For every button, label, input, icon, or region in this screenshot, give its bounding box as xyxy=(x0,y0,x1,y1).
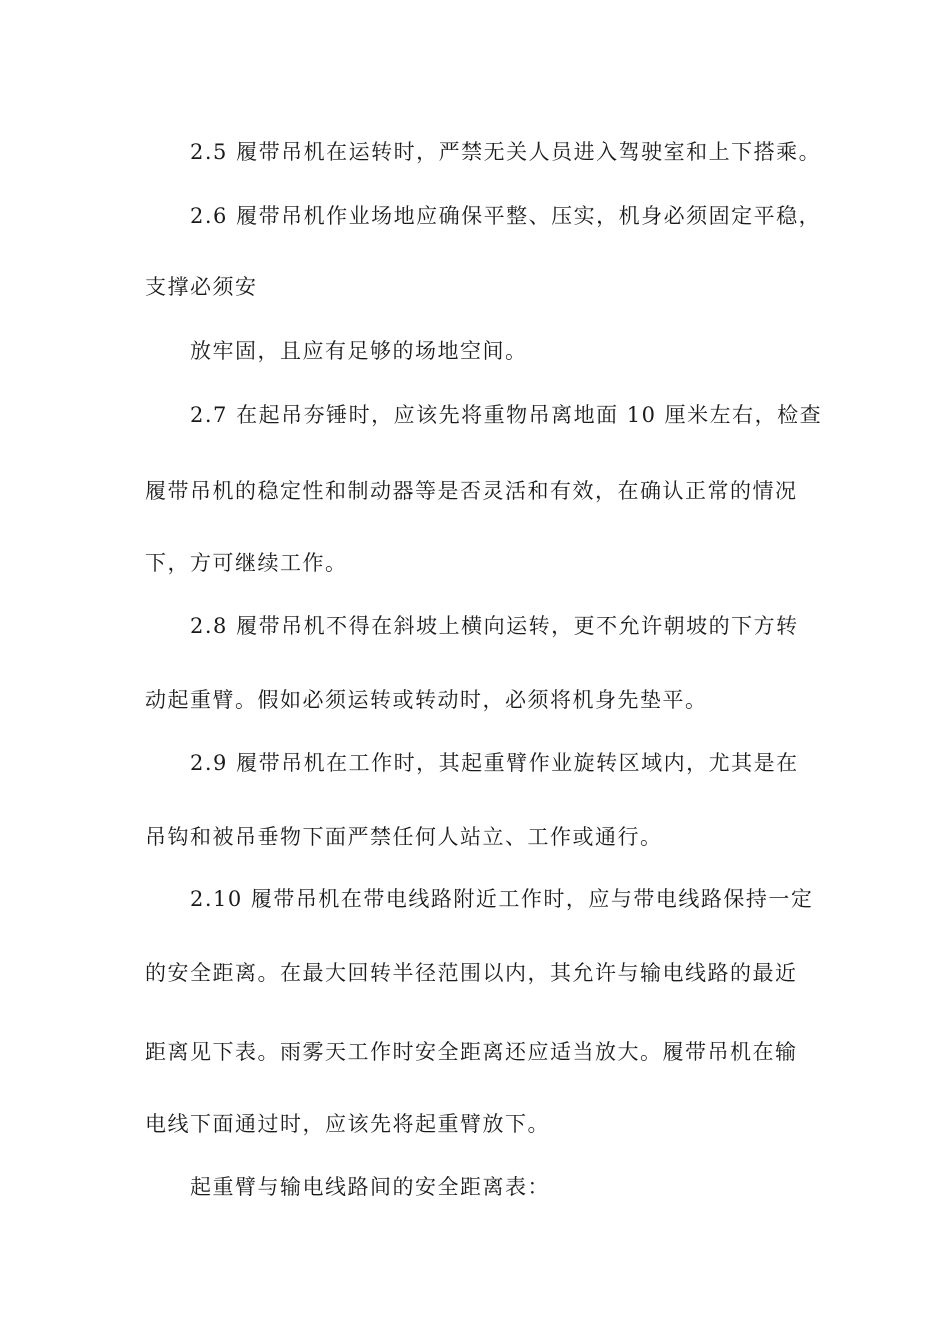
paragraph-2-5-line-1: 2.5 履带吊机在运转时，严禁无关人员进入驾驶室和上下搭乘。 xyxy=(190,140,822,164)
paragraph-2-10-line-2: 的安全距离。在最大回转半径范围以内，其允许与输电线路的最近 xyxy=(145,961,798,985)
paragraph-2-8-line-2: 动起重臂。假如必须运转或转动时，必须将机身先垫平。 xyxy=(145,688,708,712)
paragraph-2-8-line-1: 2.8 履带吊机不得在斜坡上横向运转，更不允许朝坡的下方转 xyxy=(190,614,799,638)
paragraph-2-10-line-3: 距离见下表。雨雾天工作时安全距离还应适当放大。履带吊机在输 xyxy=(145,1040,798,1064)
paragraph-2-7-line-2: 履带吊机的稳定性和制动器等是否灵活和有效，在确认正常的情况 xyxy=(145,479,798,503)
paragraph-2-10-line-4: 电线下面通过时，应该先将起重臂放下。 xyxy=(145,1112,550,1136)
paragraph-2-10-line-1: 2.10 履带吊机在带电线路附近工作时，应与带电线路保持一定 xyxy=(190,887,814,911)
paragraph-2-6-line-3: 放牢固，且应有足够的场地空间。 xyxy=(190,339,528,363)
paragraph-2-7-line-1: 2.7 在起吊夯锤时，应该先将重物吊离地面 10 厘米左右，检查 xyxy=(190,403,823,427)
paragraph-2-9-line-1: 2.9 履带吊机在工作时，其起重臂作业旋转区域内，尤其是在 xyxy=(190,751,799,775)
paragraph-2-6-line-1: 2.6 履带吊机作业场地应确保平整、压实，机身必须固定平稳， xyxy=(190,204,822,228)
paragraph-2-6-line-2: 支撑必须安 xyxy=(145,275,258,299)
table-caption: 起重臂与输电线路间的安全距离表： xyxy=(190,1175,550,1199)
paragraph-2-9-line-2: 吊钩和被吊垂物下面严禁任何人站立、工作或通行。 xyxy=(145,825,663,849)
paragraph-2-7-line-3: 下，方可继续工作。 xyxy=(145,551,348,575)
